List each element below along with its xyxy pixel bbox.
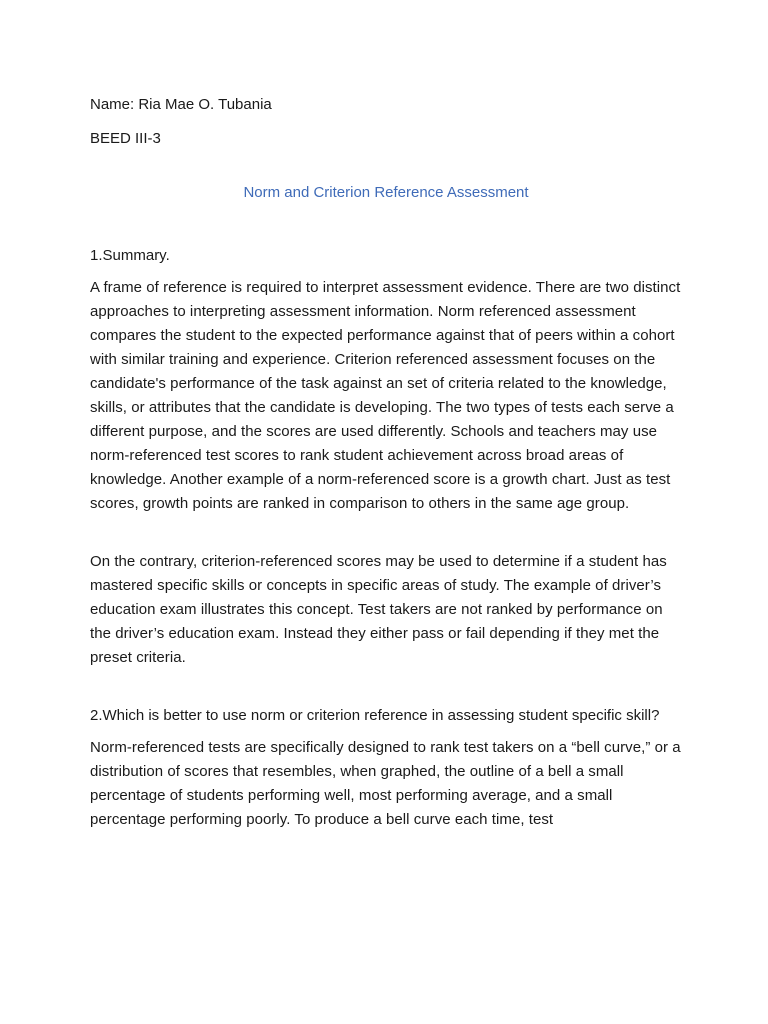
section-2-paragraph-1: Norm-referenced tests are specifically designed to rank test takers on a “bell curve,” or a distribution of scores that resembles, when graphed, the outline of a bell a small percentage of students performing well, most performing average, and a small percentage performing poorly. To produce a bell curve each time, test	[90, 739, 681, 828]
class-section: BEED III-3	[90, 130, 161, 147]
section-1-paragraph-1: A frame of reference is required to interpret assessment evidence. There are two distinct approaches to interpreting assessment information. Norm referenced assessment compares the student to the expected performance against that of peers within a cohort with similar training and experience. Criterion referenced assessment focuses on the candidate's performance of the task against an set of criteria related to the knowledge, skills, or attributes that the candidate is developing. The two types of tests each serve a different purpose, and the scores are used differently. Schools and teachers may use norm-referenced test scores to rank student achievement across broad areas of knowledge. Another example of a norm-referenced score is a growth chart. Just as test scores, growth points are ranked in comparison to others in the same age group.	[90, 279, 681, 512]
section-2-heading: 2.Which is better to use norm or criterion reference in assessing student specific skill?	[90, 707, 660, 724]
section-1-heading: 1.Summary.	[90, 247, 170, 264]
section-1-paragraph-2: On the contrary, criterion-referenced scores may be used to determine if a student has mastered specific skills or concepts in specific areas of study. The example of driver’s education exam illustrates this concept. Test takers are not ranked by performance on the driver’s education exam. Instead they either pass or fail depending if they met the preset criteria.	[90, 553, 667, 666]
student-name: Name: Ria Mae O. Tubania	[90, 96, 272, 113]
document-page	[90, 92, 682, 832]
document-title: Norm and Criterion Reference Assessment	[243, 184, 529, 201]
